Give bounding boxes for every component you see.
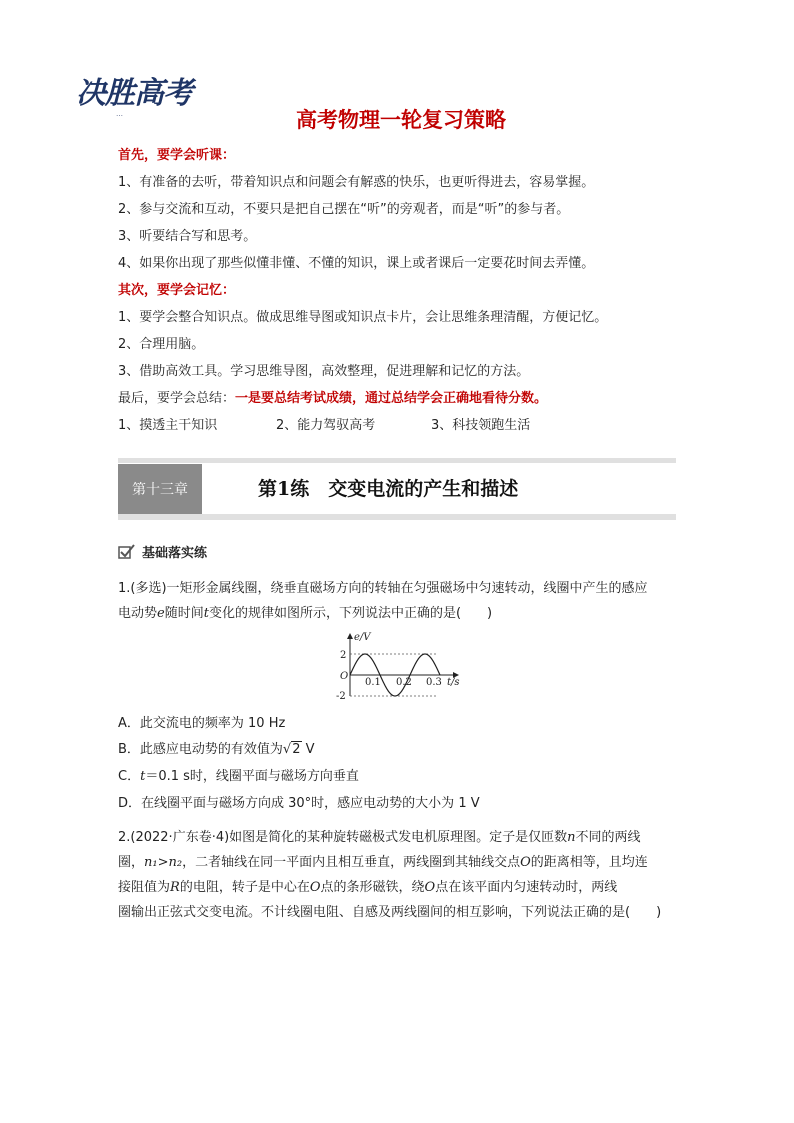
option-a: A．此交流电的频率为 10 Hz: [118, 716, 286, 731]
section3-item: 3、科技领跑生活: [431, 418, 531, 433]
banner-bottom-bar: [118, 514, 676, 520]
question-2-line: 2.(2022·广东卷·4)如图是简化的某种旋转磁极式发电机原理图。定子是仅匝数n不同的两线: [118, 830, 641, 845]
origin-label: O: [340, 671, 349, 682]
section1-item: 2、参与交流和互动，不要只是把自己摆在“听”的旁观者，而是“听”的参与者。: [118, 202, 570, 217]
section1-item: 3、听要结合写和思考。: [118, 229, 257, 244]
section2-item: 2、合理用脑。: [118, 337, 205, 352]
logo-subtitle: …: [116, 110, 126, 118]
practice-heading-text: 基础落实练: [142, 546, 208, 561]
section1-item: 4、如果你出现了那些似懂非懂、不懂的知识，课上或者课后一定要花时间去弄懂。: [118, 256, 595, 271]
x-tick-label: 0.3: [426, 677, 442, 688]
option-b: B．此感应电动势的有效值为√2 V: [118, 742, 315, 757]
practice-heading: [118, 542, 207, 561]
lesson-title: 第1练 交变电流的产生和描述: [258, 478, 519, 500]
section1-item: 1、有准备的去听，带着知识点和问题会有解惑的快乐，也更听得进去，容易掌握。: [118, 175, 595, 190]
chapter-banner: [118, 458, 676, 520]
page-title: 高考物理一轮复习策略: [296, 108, 506, 132]
question-1-line: 1.(多选)一矩形金属线圈，绕垂直磁场方向的转轴在匀强磁场中匀速转动，线圈中产生的感应: [118, 581, 648, 596]
sqrt-radicand: 2: [292, 742, 301, 757]
logo-text: 决胜高考: [76, 76, 192, 111]
banner-top-bar: [118, 458, 676, 463]
section2-heading: 其次，要学会记忆：: [118, 283, 236, 298]
emf-time-graph: [328, 630, 468, 700]
section2-item: 1、要学会整合知识点。做成思维导图或知识点卡片，会让思维条理清醒，方便记忆。: [118, 310, 608, 325]
chapter-label: 第十三章: [118, 464, 202, 514]
question-2-line: 圈输出正弦式交变电流。不计线圈电阻、自感及两线圈间的相互影响，下列说法正确的是( ): [118, 905, 662, 920]
y-axis-label: e/V: [354, 632, 371, 643]
question-2-line: 接阻值为R的电阻，转子是中心在O点的条形磁铁，绕O点在该平面内匀速转动时，两线: [118, 880, 618, 895]
x-tick-label: 0.1: [365, 677, 381, 688]
y-axis-arrow: [347, 633, 353, 639]
section3-item: 1、摸透主干知识: [118, 418, 218, 433]
section2-item: 3、借助高效工具。学习思维导图，高效整理，促进理解和记忆的方法。: [118, 364, 530, 379]
option-c: C．t＝0.1 s时，线圈平面与磁场方向垂直: [118, 769, 359, 784]
question-1: [118, 576, 678, 626]
section3-item: 2、能力驾驭高考: [276, 418, 376, 433]
question-1-line: 电动势e随时间t变化的规律如图所示，下列说法中正确的是( ): [118, 606, 493, 621]
y-tick-label: 2: [340, 650, 347, 661]
x-tick-label: 0.2: [396, 677, 412, 688]
option-d: D．在线圈平面与磁场方向成 30°时，感应电动势的大小为 1 V: [118, 796, 480, 811]
y-tick-label: -2: [336, 691, 346, 700]
section3-emphasis: 一是要总结考试成绩，通过总结学会正确地看待分数。: [235, 391, 548, 406]
section3-prefix: 最后，要学会总结：: [118, 391, 236, 406]
question-2: [118, 825, 678, 925]
section3-summary: [118, 387, 547, 406]
checkbox-icon: [118, 544, 136, 560]
x-axis-label: t/s: [447, 677, 460, 688]
question-2-line: 圈，n₁>n₂，二者轴线在同一平面内且相互垂直，两线圈到其轴线交点O的距离相等，且均连: [118, 855, 648, 870]
section1-heading: 首先，要学会听课：: [118, 148, 236, 163]
